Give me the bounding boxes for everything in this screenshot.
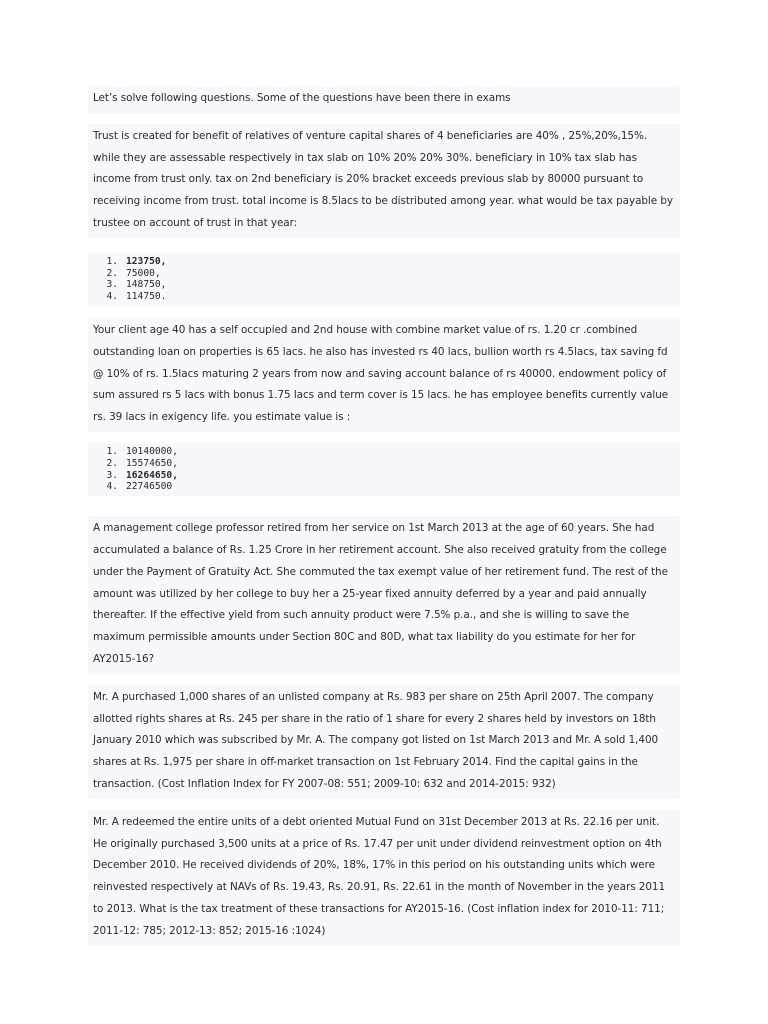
option-item: [93, 446, 675, 458]
option-number: 3.: [106, 469, 118, 481]
question-2-options: [88, 443, 680, 496]
option-number: 4.: [106, 481, 118, 493]
option-item: [93, 279, 675, 291]
option-text-answer: 123750,: [126, 255, 167, 267]
option-number: 1.: [106, 255, 118, 267]
option-number: 3.: [106, 279, 118, 291]
option-item: [93, 291, 675, 303]
option-number: 2.: [106, 457, 118, 469]
option-item: [93, 256, 675, 268]
option-item: [93, 268, 675, 280]
question-1-text: Trust is created for benefit of relatives of venture capital shares of 4 beneficiaries are 40% , 25%,20%,15%. while they are assessable respectively in tax slab on 10% 20% 20% 30%. beneficiary in 10% tax slab has income from trust only. tax on 2nd beneficiary is 20% bracket exceeds previous slab by 80000 pursuant to receiving income from trust. total income is 8.5lacs to be distributed among year. what would be tax payable by trustee on account of trust in that year:: [88, 124, 680, 238]
option-text: 15574650,: [126, 457, 178, 469]
question-4-text: Mr. A purchased 1,000 shares of an unlisted company at Rs. 983 per share on 25th April 2007. The company allotted rights shares at Rs. 245 per share in the ratio of 1 share for every 2 shares held by investors on 18th January 2010 which was subscribed by Mr. A. The company got listed on 1st March 2013 and Mr. A sold 1,400 shares at Rs. 1,975 per share in off-market transaction on 1st February 2014. Find the capital gains in the transaction. (Cost Inflation Index for FY 2007-08: 551; 2009-10: 632 and 2014-2015: 932): [88, 685, 680, 799]
question-5-text: Mr. A redeemed the entire units of a debt oriented Mutual Fund on 31st December 2013 at Rs. 22.16 per unit. He originally purchased 3,500 units at a price of Rs. 17.47 per unit under dividend reinvestment option on 4th December 2010. He received dividends of 20%, 18%, 17% in this period on his outstanding units which were reinvested respectively at NAVs of Rs. 19.43, Rs. 20.91, Rs. 22.61 in the month of November in the years 2011 to 2013. What is the tax treatment of these transactions for AY2015-16. (Cost inflation index for 2010-11: 711; 2011-12: 785; 2012-13: 852; 2015-16 :1024): [88, 810, 680, 946]
option-text: 148750,: [126, 279, 167, 291]
option-number: 1.: [106, 445, 118, 457]
option-item: [93, 458, 675, 470]
option-text: 75000,: [126, 267, 161, 279]
option-item: [93, 470, 675, 482]
question-1-options: [88, 253, 680, 306]
option-item: [93, 481, 675, 493]
question-3-text: A management college professor retired from her service on 1st March 2013 at the age of 60 years. She had accumulated a balance of Rs. 1.25 Crore in her retirement account. She also received gratuity from the college under the Payment of Gratuity Act. She commuted the tax exempt value of her retirement fund. The rest of the amount was utilized by her college to buy her a 25-year fixed annuity deferred by a year and paid annually thereafter. If the effective yield from such annuity product were 7.5% p.a., and she is willing to save the maximum permissible amounts under Section 80C and 80D, what tax liability do you estimate for her for AY2015-16?: [88, 516, 680, 674]
document-page: [88, 86, 680, 945]
option-number: 2.: [106, 267, 118, 279]
option-text-answer: 16264650,: [126, 469, 178, 481]
option-number: 4.: [106, 291, 118, 303]
option-text: 22746500: [126, 481, 173, 493]
option-text: 114750.: [126, 291, 167, 303]
intro-text: Let’s solve following questions. Some of the questions have been there in exams: [88, 86, 680, 113]
option-text: 10140000,: [126, 445, 178, 457]
question-2-text: Your client age 40 has a self occupied and 2nd house with combine market value of rs. 1.20 cr .combined outstanding loan on properties is 65 lacs. he also has invested rs 40 lacs, bullion worth rs 4.5lacs, tax saving fd @ 10% of rs. 1.5lacs maturing 2 years from now and saving account balance of rs 40000. endowment policy of sum assured rs 5 lacs with bonus 1.75 lacs and term cover is 15 lacs. he has employee benefits currently value rs. 39 lacs in exigency life. you estimate value is :: [88, 318, 680, 432]
